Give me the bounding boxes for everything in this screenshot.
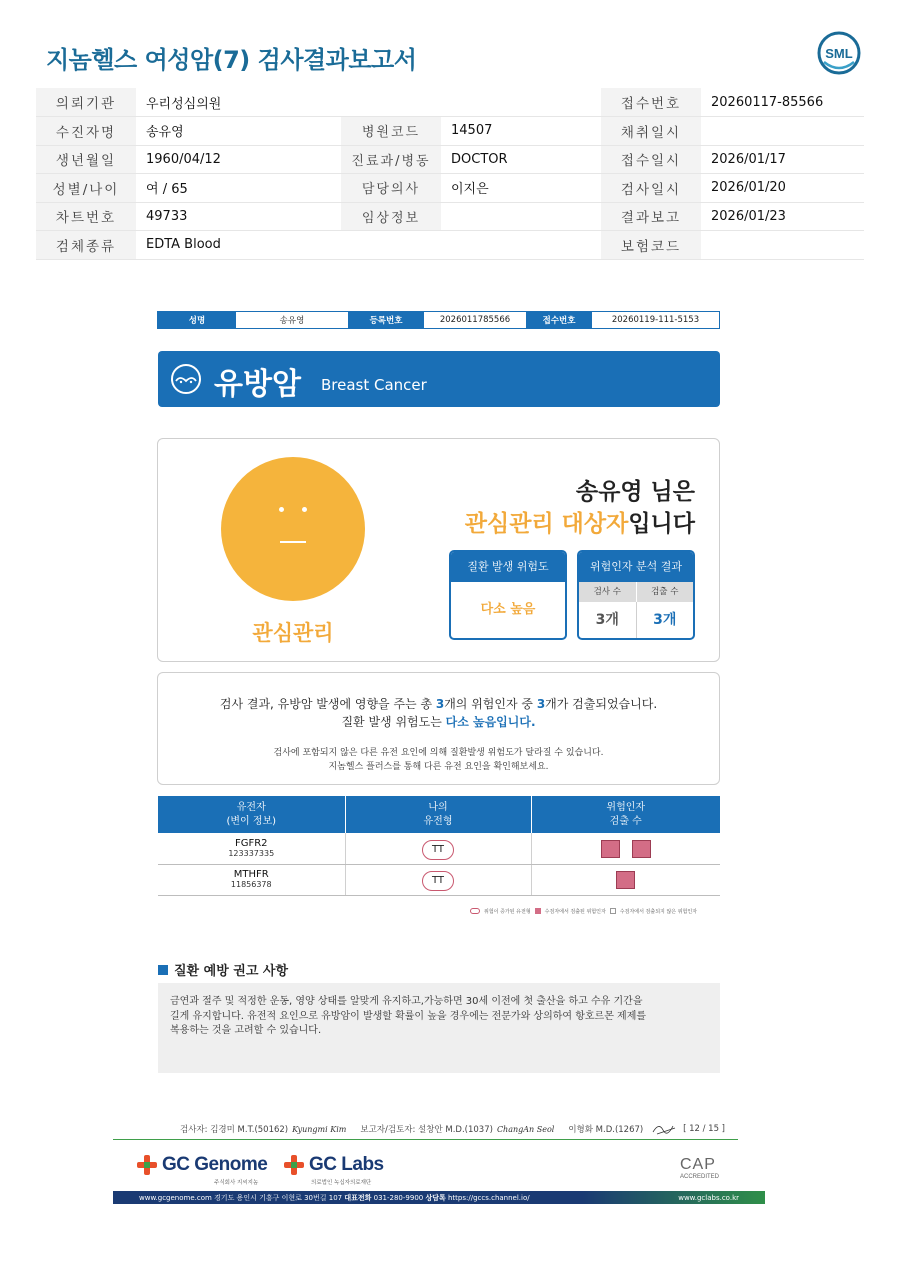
gc-cross-icon: [136, 1154, 158, 1176]
patient-name-line: 송유영 님은: [575, 479, 695, 505]
summary-risk-value: 다소 높음입니다.: [445, 715, 536, 729]
disease-risk-box: [449, 550, 567, 640]
col-detected: 위험인자 검출 수: [531, 796, 720, 833]
footer-divider: [113, 1139, 738, 1140]
info-label: 의뢰기관: [36, 88, 136, 117]
info-value: 2026/01/20: [701, 174, 864, 203]
risk-factor-square-icon: [632, 840, 651, 858]
info-row: [36, 231, 864, 260]
info-value: EDTA Blood: [136, 231, 341, 260]
rec-value: 20260119-111-5153: [592, 312, 719, 328]
genotype-badge: TT: [422, 840, 454, 860]
info-value: 여 / 65: [136, 174, 341, 203]
genotype-cell: [345, 833, 531, 864]
summary-text: 질환 발생 위험도는: [341, 715, 446, 729]
gene-cell: [158, 833, 345, 864]
breast-icon: [170, 363, 202, 395]
advice-heading: [158, 960, 288, 979]
info-value: [701, 231, 864, 260]
gene-name: FGFR2: [234, 837, 268, 849]
gc-genome-wordmark: GC Genome: [162, 1154, 268, 1175]
gene-row: [158, 833, 720, 864]
info-label: [341, 231, 441, 260]
legend-label: 수검자에서 검출되지 않은 위험인자: [619, 908, 698, 915]
info-label: 성별/나이: [36, 174, 136, 203]
info-value: 49733: [136, 202, 341, 231]
footer-chat: https://gccs.channel.io/: [448, 1193, 530, 1202]
risk-value: 다소 높음: [480, 602, 536, 617]
info-label: 병원코드: [341, 117, 441, 146]
info-value: [441, 231, 601, 260]
gene-cell: [158, 864, 345, 895]
reporter-signature: ChangAn Seol: [496, 1124, 555, 1134]
gc-labs-logo: [283, 1154, 384, 1186]
footer-website: www.gclabs.co.kr: [678, 1193, 739, 1202]
face-eye-left: [279, 507, 284, 512]
info-label: 생년월일: [36, 145, 136, 174]
advice-text: 길게 유지합니다. 유전적 요인으로 유방암이 발생할 확률이 높을 경우에는 전문가와 상의하여 항호르몬 제제를: [170, 1010, 647, 1022]
detected-cell: [531, 864, 720, 895]
info-label: 보험코드: [601, 231, 701, 260]
result-card: [157, 438, 720, 662]
reporter-name: 보고자/검토자: 설창안 M.D.(1037): [360, 1125, 493, 1135]
gc-labs-wordmark: GC Labs: [309, 1154, 384, 1175]
cap-sub: ACCREDITED: [680, 1174, 720, 1180]
md2-name: 이형화 M.D.(1267): [568, 1125, 644, 1135]
rec-label: 접수번호: [526, 312, 592, 328]
page-number: [ 12 / 15 ]: [683, 1124, 725, 1134]
risk-level-label: 관심관리: [252, 621, 334, 645]
info-value: 1960/04/12: [136, 145, 341, 174]
info-value: [441, 202, 601, 231]
advice-box: [158, 983, 720, 1073]
reg-value: 2026011785566: [424, 312, 526, 328]
total-factor-count: 3: [435, 697, 445, 711]
risk-factor-box: [577, 550, 695, 640]
summary-note-2: 지놈헬스 플러스를 통해 다른 유전 요인을 확인해보세요.: [328, 762, 549, 772]
gc-labs-sub: 의료법인 녹십자의료재단: [311, 1180, 372, 1186]
legend-empty-square-icon: [610, 908, 616, 914]
advice-text: 복용하는 것을 고려할 수 있습니다.: [170, 1025, 322, 1036]
report-title: 지놈헬스 여성암(7) 검사결과보고서: [46, 46, 417, 74]
footer-phone: 031-280-9900: [373, 1193, 424, 1202]
gene-name: MTHFR: [233, 869, 269, 880]
detected-cell: [531, 833, 720, 864]
tester-signature: Kyungmi Kim: [292, 1124, 347, 1134]
summary-line-1: [158, 695, 719, 712]
cap-logo: [680, 1156, 719, 1180]
info-row: [36, 145, 864, 174]
legend-oval-icon: [470, 908, 480, 914]
tested-value: 3개: [595, 612, 619, 628]
info-label: 접수번호: [601, 88, 701, 117]
gene-table: [158, 796, 720, 896]
info-value: 2026/01/23: [701, 202, 864, 231]
info-label: [341, 88, 441, 117]
col-gene: 유전자 (변이 정보): [158, 796, 345, 833]
info-label: 채취일시: [601, 117, 701, 146]
risk-factor-square-icon: [616, 871, 635, 889]
disease-banner: [158, 351, 720, 407]
advice-title: 질환 예방 권고 사항: [174, 964, 289, 979]
risk-factor-square-icon: [601, 840, 620, 858]
info-value: 20260117-85566: [701, 88, 864, 117]
cap-wordmark: CAP: [680, 1156, 716, 1173]
info-value: [441, 88, 601, 117]
info-label: 진료과/병동: [341, 145, 441, 174]
tester-name: 검사자: 김경미 M.T.(50162): [180, 1125, 289, 1135]
sml-logo: [816, 30, 862, 76]
patient-info-table: [36, 88, 864, 260]
status-suffix: 입니다: [628, 511, 695, 537]
summary-line-2: [158, 713, 719, 730]
genotype-cell: [345, 864, 531, 895]
summary-text: 검사 결과, 유방암 발생에 영향을 주는 총: [219, 697, 436, 711]
info-row: [36, 174, 864, 203]
footer-chat-label: 상담톡: [425, 1193, 446, 1202]
footer-phone-label: 대표전화: [344, 1193, 372, 1202]
status-highlight: 관심관리 대상자: [464, 511, 629, 537]
info-value: 이지은: [441, 174, 601, 203]
info-label: 수진자명: [36, 117, 136, 146]
info-label: 검체종류: [36, 231, 136, 260]
detected-label: 검출 수: [636, 582, 694, 602]
info-label: 차트번호: [36, 202, 136, 231]
disease-subtitle: Breast Cancer: [321, 376, 427, 394]
neutral-face-icon: [221, 457, 365, 601]
info-label: 결과보고: [601, 202, 701, 231]
status-line: [465, 505, 695, 538]
legend-label: 수검자에서 검출된 위험인자: [544, 908, 606, 915]
footer-address: www.gcgenome.com 경기도 용인시 기흥구 이현로 30번길 107: [139, 1193, 343, 1202]
md2-signature-icon: [651, 1122, 677, 1136]
gc-genome-logo: [136, 1154, 268, 1186]
info-row: [36, 202, 864, 231]
variant-id: 123337335: [228, 848, 275, 858]
info-label: 검사일시: [601, 174, 701, 203]
summary-card: [157, 672, 720, 785]
legend-label: 위험이 증가된 유전형: [484, 908, 531, 915]
legend-filled-square-icon: [535, 908, 541, 914]
section-square-icon: [158, 965, 168, 975]
genotype-badge: TT: [422, 871, 454, 891]
info-value: 송유영: [136, 117, 341, 146]
svg-text:SML: SML: [825, 46, 853, 61]
gc-genome-sub: 주식회사 지씨지놈: [214, 1180, 259, 1186]
name-label: 성명: [158, 312, 236, 328]
col-genotype: 나의 유전형: [345, 796, 531, 833]
gene-legend: [470, 906, 720, 916]
info-value: DOCTOR: [441, 145, 601, 174]
summary-text: 개가 검출되었습니다.: [545, 697, 658, 711]
summary-text: 개의 위험인자 중: [444, 697, 537, 711]
patient-id-bar: [157, 311, 720, 329]
disease-title: 유방암: [214, 367, 301, 402]
signature-line: [180, 1122, 725, 1136]
name-value: 송유영: [236, 312, 348, 328]
info-row: [36, 88, 864, 117]
info-label: 담당의사: [341, 174, 441, 203]
info-value: 14507: [441, 117, 601, 146]
footer-bar: [113, 1191, 765, 1204]
info-value: [701, 117, 864, 146]
reg-label: 등록번호: [348, 312, 424, 328]
info-row: [36, 117, 864, 146]
summary-note-1: 검사에 포함되지 않은 다른 유전 요인에 의해 질환발생 위험도가 달라질 수 있습니다.: [273, 748, 604, 758]
gene-row: [158, 864, 720, 895]
factor-header: 위험인자 분석 결과: [579, 552, 693, 582]
face-eye-right: [302, 507, 307, 512]
advice-text: 금연과 절주 및 적정한 운동, 영양 상태를 알맞게 유지하고,가능하면 30세 이전에 첫 출산을 하고 수유 기간을: [170, 996, 643, 1007]
gc-cross-icon: [283, 1154, 305, 1176]
info-label: 접수일시: [601, 145, 701, 174]
face-mouth: [280, 541, 306, 543]
detected-value: 3개: [636, 602, 694, 638]
variant-id: 11856378: [230, 880, 272, 889]
info-value: 2026/01/17: [701, 145, 864, 174]
detected-factor-count: 3: [536, 697, 546, 711]
info-label: 임상정보: [341, 202, 441, 231]
info-value: 우리성심의원: [136, 88, 341, 117]
tested-label: 검사 수: [579, 582, 636, 602]
risk-header: 질환 발생 위험도: [451, 552, 565, 582]
